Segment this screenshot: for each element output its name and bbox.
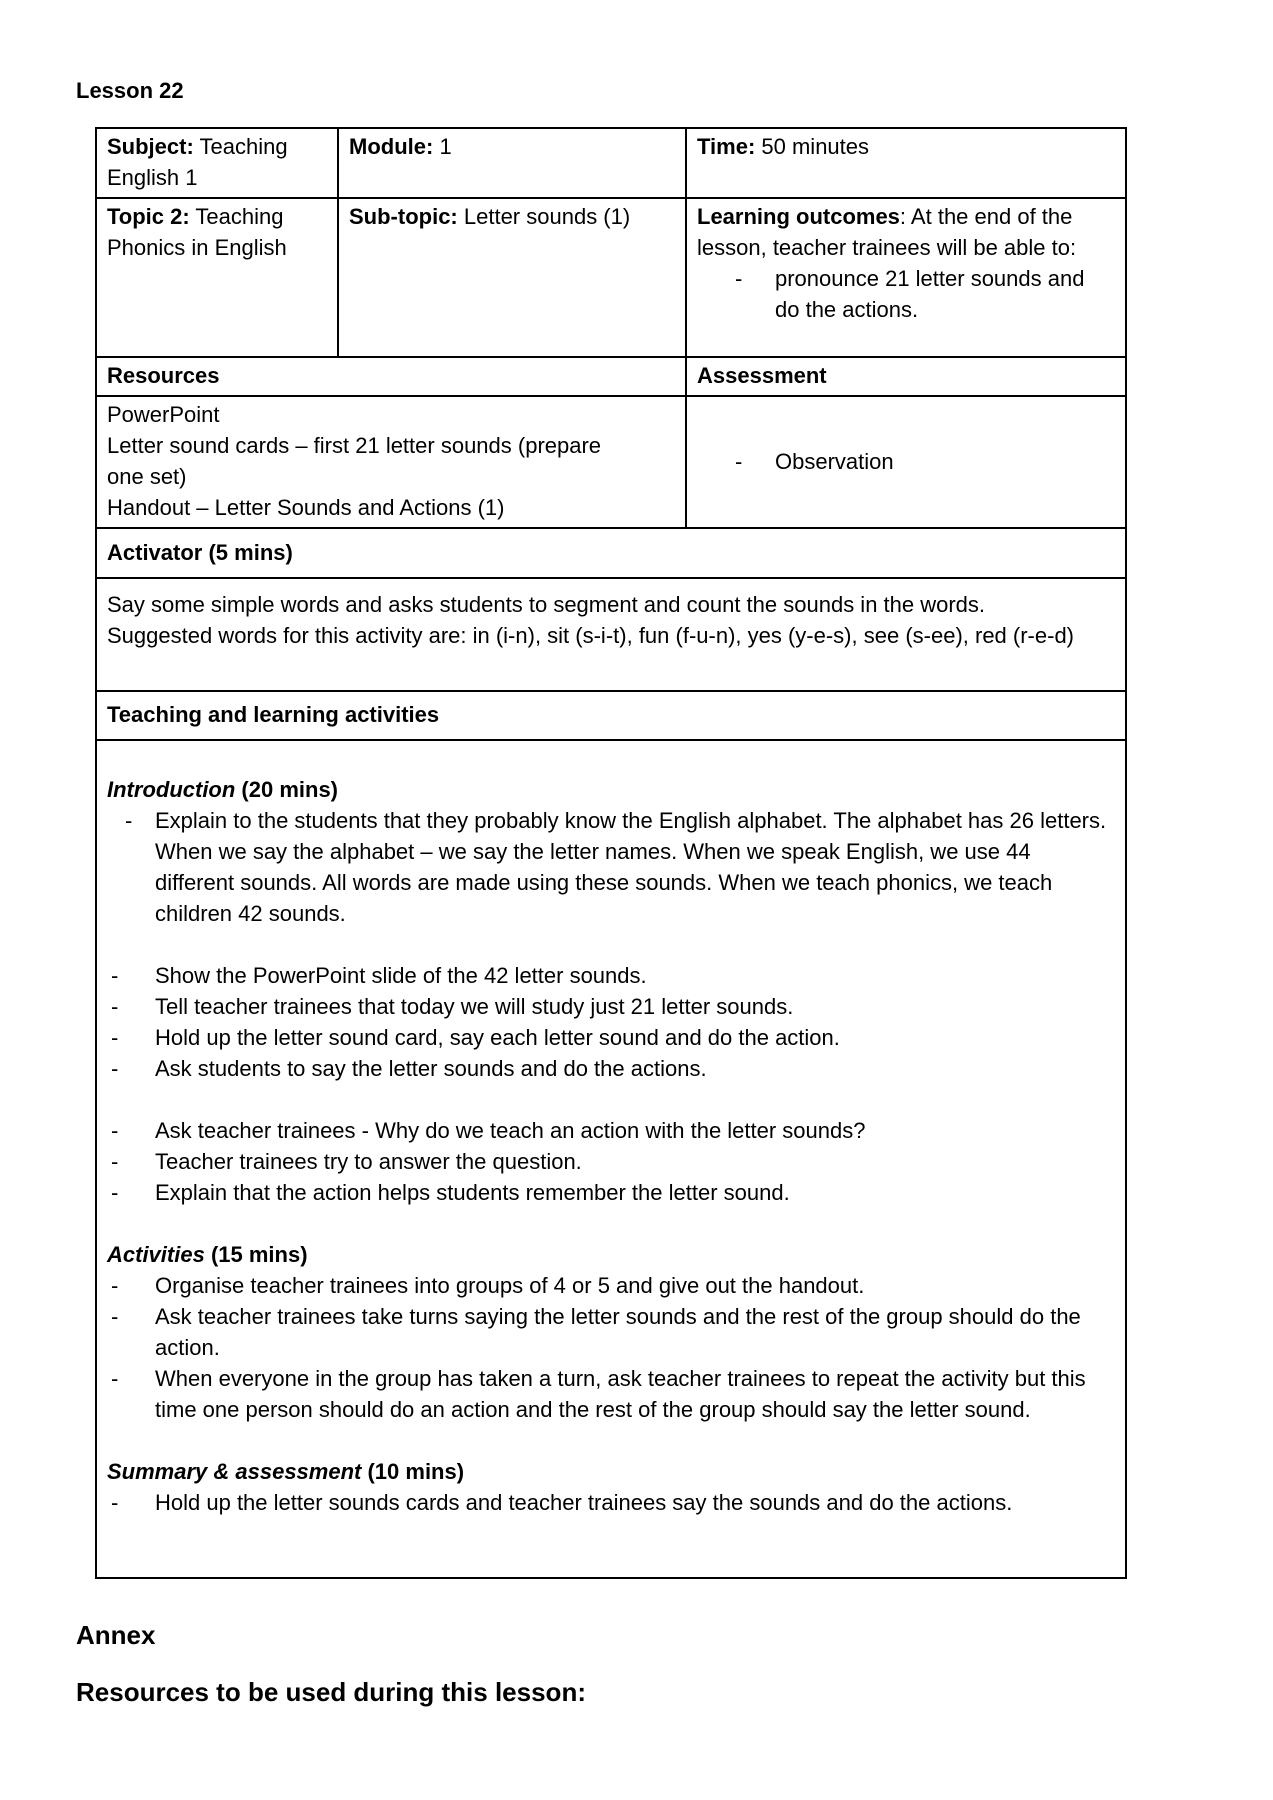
subject-cell (96, 128, 338, 198)
introduction-step: - Ask students to say the letter sounds and do the actions. (107, 1053, 1115, 1084)
activator-heading: Activator (5 mins) (96, 528, 1126, 578)
introduction-step: - Tell teacher trainees that today we will study just 21 letter sounds. (107, 991, 1115, 1022)
introduction-title: Introduction (107, 777, 236, 802)
introduction-list (107, 805, 1115, 929)
introduction-question-step: - Teacher trainees try to answer the question. (107, 1146, 1115, 1177)
introduction-duration: (20 mins) (235, 777, 339, 802)
resources-assessment-header-row (96, 357, 1126, 396)
assessment-cell (686, 396, 1126, 528)
dash-bullet-icon: - (735, 266, 743, 291)
subtopic-cell (338, 198, 686, 357)
dash-bullet-icon: - (111, 1304, 119, 1329)
activator-header-row (96, 528, 1126, 578)
module-label: Module: (349, 134, 434, 159)
subject-label: Subject: (107, 134, 194, 159)
dash-bullet-icon: - (125, 808, 133, 833)
activator-cell (96, 578, 1126, 691)
dash-bullet-icon: - (735, 448, 743, 474)
outcomes-intro: : At the end of the lesson, teacher trainees will be able to: (697, 204, 1077, 260)
assessment-list (697, 446, 1115, 477)
activities-title: Activities (107, 1242, 205, 1267)
assessment-item: - Observation (697, 446, 1115, 477)
resource-item: Letter sound cards – first 21 letter sounds (prepare one set) (107, 433, 602, 489)
dash-bullet-icon: - (111, 1056, 119, 1081)
header-row-1 (96, 128, 1126, 198)
lesson-title: Lesson 22 (76, 78, 184, 103)
introduction-question-list (107, 1115, 1115, 1208)
introduction-item: - Explain to the students that they probably know the English alphabet. The alphabet has 26 letters. When we say the alphabet – we say the letter names. When we speak English, we use 44 different sounds. All words are made using these sounds. When we teach phonics, we teach children 42 sounds. (107, 805, 1115, 929)
activities-duration: (15 mins) (204, 1242, 308, 1267)
dash-bullet-icon: - (111, 1180, 119, 1205)
dash-bullet-icon: - (111, 994, 119, 1019)
teaching-header-row (96, 691, 1126, 740)
dash-bullet-icon: - (111, 963, 119, 988)
header-row-2 (96, 198, 1126, 357)
subtopic-label: Sub-topic: (349, 204, 458, 229)
topic-label: Topic 2: (107, 204, 190, 229)
time-value: 50 minutes (755, 134, 870, 159)
summary-heading (107, 1456, 1115, 1487)
activities-list (107, 1270, 1115, 1425)
annex-subtitle: Resources to be used during this lesson: (76, 1677, 586, 1707)
outcomes-label: Learning outcomes (697, 204, 900, 229)
activator-line: Say some simple words and asks students to segment and count the sounds in the words. (107, 592, 986, 617)
outcome-item: - pronounce 21 letter sounds and do the actions. (697, 263, 1115, 325)
topic-value: Teaching Phonics in English (107, 204, 287, 260)
summary-list (107, 1487, 1115, 1518)
teaching-cell (96, 740, 1126, 1578)
resource-item: Handout – Letter Sounds and Actions (1) (107, 495, 505, 520)
subject-value: Teaching English 1 (107, 134, 288, 190)
topic-cell (96, 198, 338, 357)
introduction-steps-list (107, 960, 1115, 1084)
resources-cell (96, 396, 686, 528)
introduction-question-step: - Ask teacher trainees - Why do we teach an action with the letter sounds? (107, 1115, 1115, 1146)
resources-heading: Resources (96, 357, 686, 396)
introduction-heading (107, 774, 1115, 805)
dash-bullet-icon: - (111, 1149, 119, 1174)
summary-title: Summary & assessment (107, 1459, 362, 1484)
dash-bullet-icon: - (111, 1273, 119, 1298)
dash-bullet-icon: - (111, 1025, 119, 1050)
introduction-step: - Hold up the letter sound card, say each letter sound and do the action. (107, 1022, 1115, 1053)
module-value: 1 (433, 134, 452, 159)
activities-item: - When everyone in the group has taken a turn, ask teacher trainees to repeat the activity but this time one person should do an action and the rest of the group should say the letter sound. (107, 1363, 1115, 1425)
introduction-question-step: - Explain that the action helps students remember the letter sound. (107, 1177, 1115, 1208)
lesson-plan-table (95, 127, 1127, 1579)
dash-bullet-icon: - (111, 1366, 119, 1391)
annex-heading: Annex (76, 1620, 156, 1650)
teaching-body-row (96, 740, 1126, 1578)
summary-item: - Hold up the letter sounds cards and teacher trainees say the sounds and do the actions. (107, 1487, 1115, 1518)
activator-line: Suggested words for this activity are: in (i-n), sit (s-i-t), fun (f-u-n), yes (y-e-s), see (s-ee), red (r-e-d) (107, 623, 1075, 648)
time-cell (686, 128, 1126, 198)
resource-item: PowerPoint (107, 402, 220, 427)
teaching-heading: Teaching and learning activities (96, 691, 1126, 740)
time-label: Time: (697, 134, 756, 159)
learning-outcomes-cell (686, 198, 1126, 357)
resources-assessment-body-row (96, 396, 1126, 528)
activities-item: - Ask teacher trainees take turns saying the letter sounds and the rest of the group should do the action. (107, 1301, 1115, 1363)
module-cell (338, 128, 686, 198)
dash-bullet-icon: - (111, 1118, 119, 1143)
outcomes-list (697, 263, 1115, 325)
activities-item: - Organise teacher trainees into groups of 4 or 5 and give out the handout. (107, 1270, 1115, 1301)
introduction-step: - Show the PowerPoint slide of the 42 letter sounds. (107, 960, 1115, 991)
assessment-heading: Assessment (686, 357, 1126, 396)
dash-bullet-icon: - (111, 1490, 119, 1515)
activator-body-row (96, 578, 1126, 691)
summary-duration: (10 mins) (361, 1459, 465, 1484)
activities-heading (107, 1239, 1115, 1270)
subtopic-value: Letter sounds (1) (457, 204, 631, 229)
